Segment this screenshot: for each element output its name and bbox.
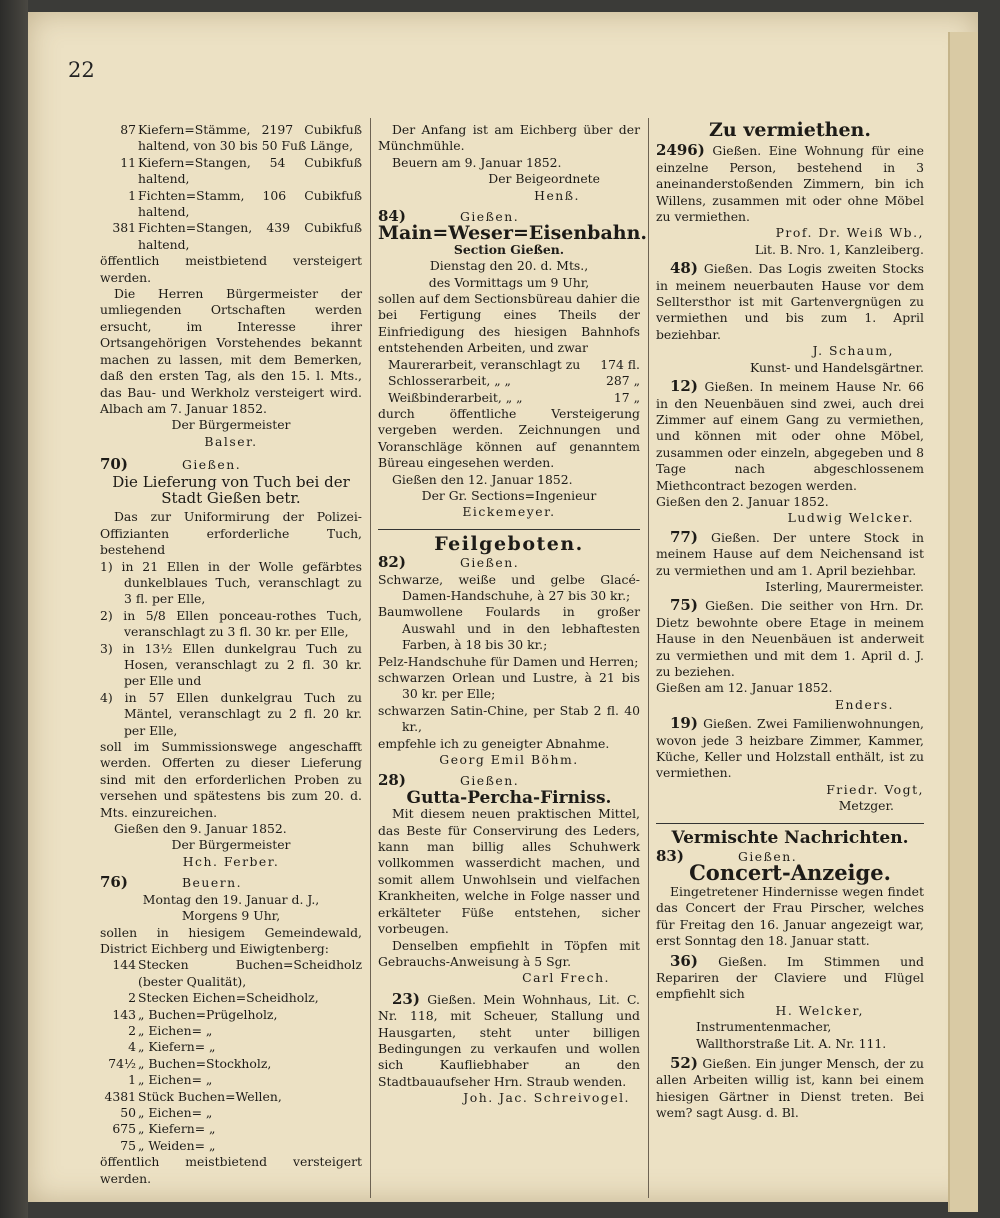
section-heading-zu-vermiethen: Zu vermiethen. [709, 119, 871, 141]
notice-76-header: 76) Beuern. [100, 873, 243, 892]
signature-name: Enders. [834, 696, 894, 712]
notice-19: 19) Gießen. Zwei Familienwohnungen, wovon jede 3 heizbare Zimmer, Kammer, Küche, Keller und Holzstall enthält, ist zu vermiethen. [656, 714, 924, 781]
timber-item: 11 Kiefern=Stangen, 54 Cubikfuß haltend, [120, 154, 362, 187]
work-item: Weißbinderarbeit, „ „ 17 „ [388, 389, 640, 405]
signature-name: Eickemeyer. [462, 504, 556, 520]
timber-item: 381 Fichten=Stangen, 439 Cubikfuß haltend, [112, 220, 362, 252]
date-line: Beuern am 9. Januar 1852. [392, 154, 562, 170]
signature-name: Joh. Jac. Schreivogel. [463, 1090, 630, 1106]
section-heading-vermischte: Vermischte Nachrichten. [671, 827, 909, 848]
notice-70-header: 70) Gießen. [100, 455, 242, 474]
notice-84-title: Main=Weser=Eisenbahn. [378, 222, 648, 245]
notice-83-text: Eingetretener Hindernisse wegen findet das Concert der Frau Pirscher, welches für Freitag den 16. Januar angezeigt war, erst Sonntag den 18. Januar statt. [656, 883, 924, 949]
notice-28-header: 28) Gießen. [378, 771, 520, 790]
column-rule-1 [370, 118, 371, 1198]
notice-70-text: soll im Summissionswege angeschafft werden. Offerten zu dieser Lieferung sind mit den erforderlichen Proben zu versehen und spätestens bis zum 20. d. Mts. einzureichen. [100, 739, 362, 820]
notice-83-title: Concert-Anzeige. [689, 860, 891, 886]
notice-77: 77) Gießen. Der untere Stock in meinem Hause auf dem Neichensand ist zu vermiethen und am 1. April beziehbar. [656, 527, 924, 578]
notice-70-date: Gießen den 9. Januar 1852. [114, 821, 287, 837]
notice-82-line: schwarzen Satin-Chine, per Stab 2 fl. 40 kr., [378, 702, 640, 735]
wood-item: 2 „ Eichen= „ [128, 1022, 213, 1038]
wood-item: 2 Stecken Eichen=Scheidholz, [128, 990, 319, 1006]
notice-70-title: Die Lieferung von Tuch bei der Stadt Gießen betr. [112, 472, 350, 507]
signature-title: Der Beigeordnete [488, 171, 600, 187]
signature-name: Georg Emil Böhm. [439, 752, 579, 768]
notice-12: 12) Gießen. In meinem Hause Nr. 66 in den Neuenbäuen sind zwei, auch drei Zimmer auf einem Gang zu vermiethen, und können mit oder ohne Möbel, zusammen oder einzeln, abgegeben und 8 Tage nach abgeschlossenem Miethcontract bezogen werden. [656, 377, 924, 493]
notice-12-date: Gießen den 2. Januar 1852. [656, 493, 829, 509]
paragraph: Die Herren Bürgermeister der umliegenden Ortschaften werden ersucht, im Interesse ihrer Ortsangehörigen Vorstehendes bekannt machen zu lassen, mit dem Bemerken, daß den ersten Tag, als den 15. l. Mts., das Bau- und Werkholz versteigert wird. Albach am 7. Januar 1852. [100, 286, 362, 416]
signature-title: Der Bürgermeister [171, 837, 291, 853]
column-2 [378, 122, 648, 1107]
signature-name: Carl Frech. [522, 970, 610, 986]
paragraph: öffentlich meistbietend versteigert werden. [100, 253, 362, 285]
timber-item: 1 Fichten=Stamm, 106 Cubikfuß haltend, [128, 187, 362, 220]
notice-82-line: Baumwollene Foulards in großer Auswahl und in den lebhaftesten Farben, à 18 bis 30 kr.; [378, 604, 640, 653]
wood-item: 1 „ Eichen= „ [128, 1072, 213, 1088]
notice-76-date: Montag den 19. Januar d. J., [142, 891, 320, 907]
notice-84-date: Dienstag den 20. d. Mts., [429, 258, 589, 274]
signature-name: Prof. Dr. Weiß Wb., [775, 225, 924, 241]
section-heading-feilgeboten: Feilgeboten. [434, 532, 584, 555]
column-1 [100, 122, 362, 1187]
notice-84-text: sollen auf dem Sectionsbüreau dahier die bei Fertigung eines Theils der Einfriedigung des hiesigen Bahnhofs entstehenden Arbeiten, und zwar [378, 291, 640, 356]
page-edge [948, 32, 978, 1212]
notice-84-subtitle: Section Gießen. [453, 241, 565, 257]
signature-name: Hch. Ferber. [182, 853, 280, 869]
signature-occupation: Instrumentenmacher, Wallthorstraße Lit. A. Nr. 111. [696, 1019, 887, 1051]
notice-84-text2: durch öffentliche Versteigerung vergeben werden. Zeichnungen und Voranschläge können auf genanntem Büreau eingesehen werden. [378, 405, 640, 471]
wood-item: 675 „ Kiefern= „ [112, 1121, 216, 1137]
signature-occupation: Kunst- und Handelsgärtner. [749, 359, 924, 375]
work-item: Maurerarbeit, veranschlagt zu 174 fl. [388, 356, 640, 372]
signature-name: Friedr. Vogt, [826, 781, 924, 797]
notice-70-list-item: 4) in 57 Ellen dunkelgrau Tuch zu Mäntel, veranschlagt zu 2 fl. 20 kr. per Elle, [100, 689, 362, 738]
wood-item: 50 „ Eichen= „ [120, 1104, 213, 1120]
wood-item: 144 Stecken Buchen=Scheidholz (bester Qualität), [112, 957, 362, 989]
notice-82-header: 82) Gießen. [378, 553, 520, 572]
notice-70-list-item: 2) in 5/8 Ellen ponceau-rothes Tuch, veranschlagt zu 3 fl. 30 kr. per Elle, [100, 607, 362, 640]
notice-48: 48) Gießen. Das Logis zweiten Stocks in meinem neuerbauten Hause vor dem Selltersthor ist mit Gartenvergnügen zu vermiethen und bis zum 1. April beziehbar. [656, 259, 924, 342]
book-spine [0, 0, 28, 1218]
notice-70-list-item: 3) in 13½ Ellen dunkelgrau Tuch zu Hosen, veranschlagt zu 2 fl. 30 kr. per Elle und [100, 640, 362, 689]
notice-2496: 2496) Gießen. Eine Wohnung für eine einzelne Person, bestehend in 3 aneinanderstoßenden Zimmern, bin ich Willens, zusammen mit oder ohne Möbel zu vermiethen. [656, 141, 924, 225]
signature-title: Der Gr. Sections=Ingenieur [421, 487, 597, 503]
notice-52: 52) Gießen. Ein junger Mensch, der zu allen Arbeiten willig ist, kann bei einem hiesigen Gärtner in Dienst treten. Bei wem? sagt Ausg. d. Bl. [656, 1053, 924, 1121]
notice-70-intro: Das zur Uniformirung der Polizei-Offizianten erforderliche Tuch, bestehend [100, 509, 362, 558]
notice-84-time: des Vormittags um 9 Uhr, [428, 274, 590, 290]
notice-23: 23) Gießen. Mein Wohnhaus, Lit. C. Nr. 118, mit Scheuer, Stallung und Hausgarten, steht unter billigen Bedingungen zu verkaufen und wollen sich Kaufliebhaber an den Stadtbauaufseher Hrn. Straub wenden. [378, 989, 640, 1089]
notice-28-text: Mit diesem neuen praktischen Mittel, das Beste für Conservirung des Leders, kann man billig alles Schuhwerk vollkommen wasserdicht machen, und somit allem Unwohlsein und vielfachen Krankheiten, welche in Folge nasser und erkälteter Füße entstehen, sicher vorbeugen. [378, 806, 640, 937]
notice-83-header: 83) Gießen. [656, 847, 798, 866]
signature-name: Henß. [534, 187, 580, 203]
notice-76-time: Morgens 9 Uhr, [181, 908, 281, 924]
notice-70-list-item: 1) in 21 Ellen in der Wolle gefärbtes dunkelblaues Tuch, veranschlagt zu 3 fl. per Elle, [100, 558, 362, 607]
notice-84-header: 84) Gießen. [378, 207, 520, 226]
signature-name: J. Schaum, [812, 343, 894, 359]
timber-item: 87 Kiefern=Stämme, 2197 Cubikfuß haltend, von 30 bis 50 Fuß Länge, [120, 122, 362, 154]
signature-occupation: Metzger. [838, 798, 894, 814]
section-divider [378, 529, 640, 530]
notice-28-text2: Denselben empfiehlt in Töpfen mit Gebrauchs-Anweisung à 5 Sgr. [378, 937, 640, 969]
notice-28-title: Gutta-Percha-Firniss. [406, 787, 612, 808]
paragraph: Der Anfang ist am Eichberg über der Münchmühle. [378, 122, 640, 154]
work-item: Schlosserarbeit, „ „ 287 „ [388, 373, 640, 389]
signature-title: Der Bürgermeister [171, 417, 291, 433]
column-rule-2 [648, 118, 649, 1198]
notice-82-line: Schwarze, weiße und gelbe Glacé-Damen-Handschuhe, à 27 bis 30 kr.; [378, 571, 640, 603]
section-divider [656, 823, 924, 824]
notice-76-end: öffentlich meistbietend versteigert werden. [100, 1154, 362, 1186]
notice-75: 75) Gießen. Die seither von Hrn. Dr. Dietz bewohnte obere Etage in meinem Hause in den Neuenbäuen ist anderweit zu vermiethen und mit dem 1. April d. J. zu beziehen. [656, 596, 924, 679]
wood-item: 75 „ Weiden= „ [120, 1137, 216, 1153]
notice-76-text: sollen in hiesigem Gemeindewald, District Eichberg und Eiwigtenberg: [100, 924, 362, 956]
signature-name: Ludwig Welcker. [787, 510, 914, 526]
notice-82-line: schwarzen Orlean und Lustre, à 21 bis 30 kr. per Elle; [378, 670, 640, 702]
page-number: 22 [68, 58, 95, 82]
signature-name: Isterling, Maurermeister. [765, 578, 924, 594]
signature-name: H. Welcker, [775, 1002, 864, 1018]
notice-82-end: empfehle ich zu geneigter Abnahme. [378, 735, 610, 751]
notice-82-line: Pelz-Handschuhe für Damen und Herren; [378, 653, 639, 669]
column-3 [656, 119, 924, 1122]
wood-item: 143 „ Buchen=Prügelholz, [112, 1006, 278, 1022]
wood-item: 4381 Stück Buchen=Wellen, [104, 1088, 282, 1104]
wood-item: 74½ „ Buchen=Stockholz, [108, 1055, 272, 1071]
signature-name: Balser. [204, 433, 258, 449]
wood-item: 4 „ Kiefern= „ [128, 1039, 216, 1055]
notice-36: 36) Gießen. Im Stimmen und Repariren der Claviere und Flügel empfiehlt sich [656, 951, 924, 1002]
signature-address: Lit. B. Nro. 1, Kanzleiberg. [754, 241, 924, 257]
notice-75-date: Gießen am 12. Januar 1852. [656, 680, 833, 696]
notice-84-date-line: Gießen den 12. Januar 1852. [392, 471, 573, 487]
